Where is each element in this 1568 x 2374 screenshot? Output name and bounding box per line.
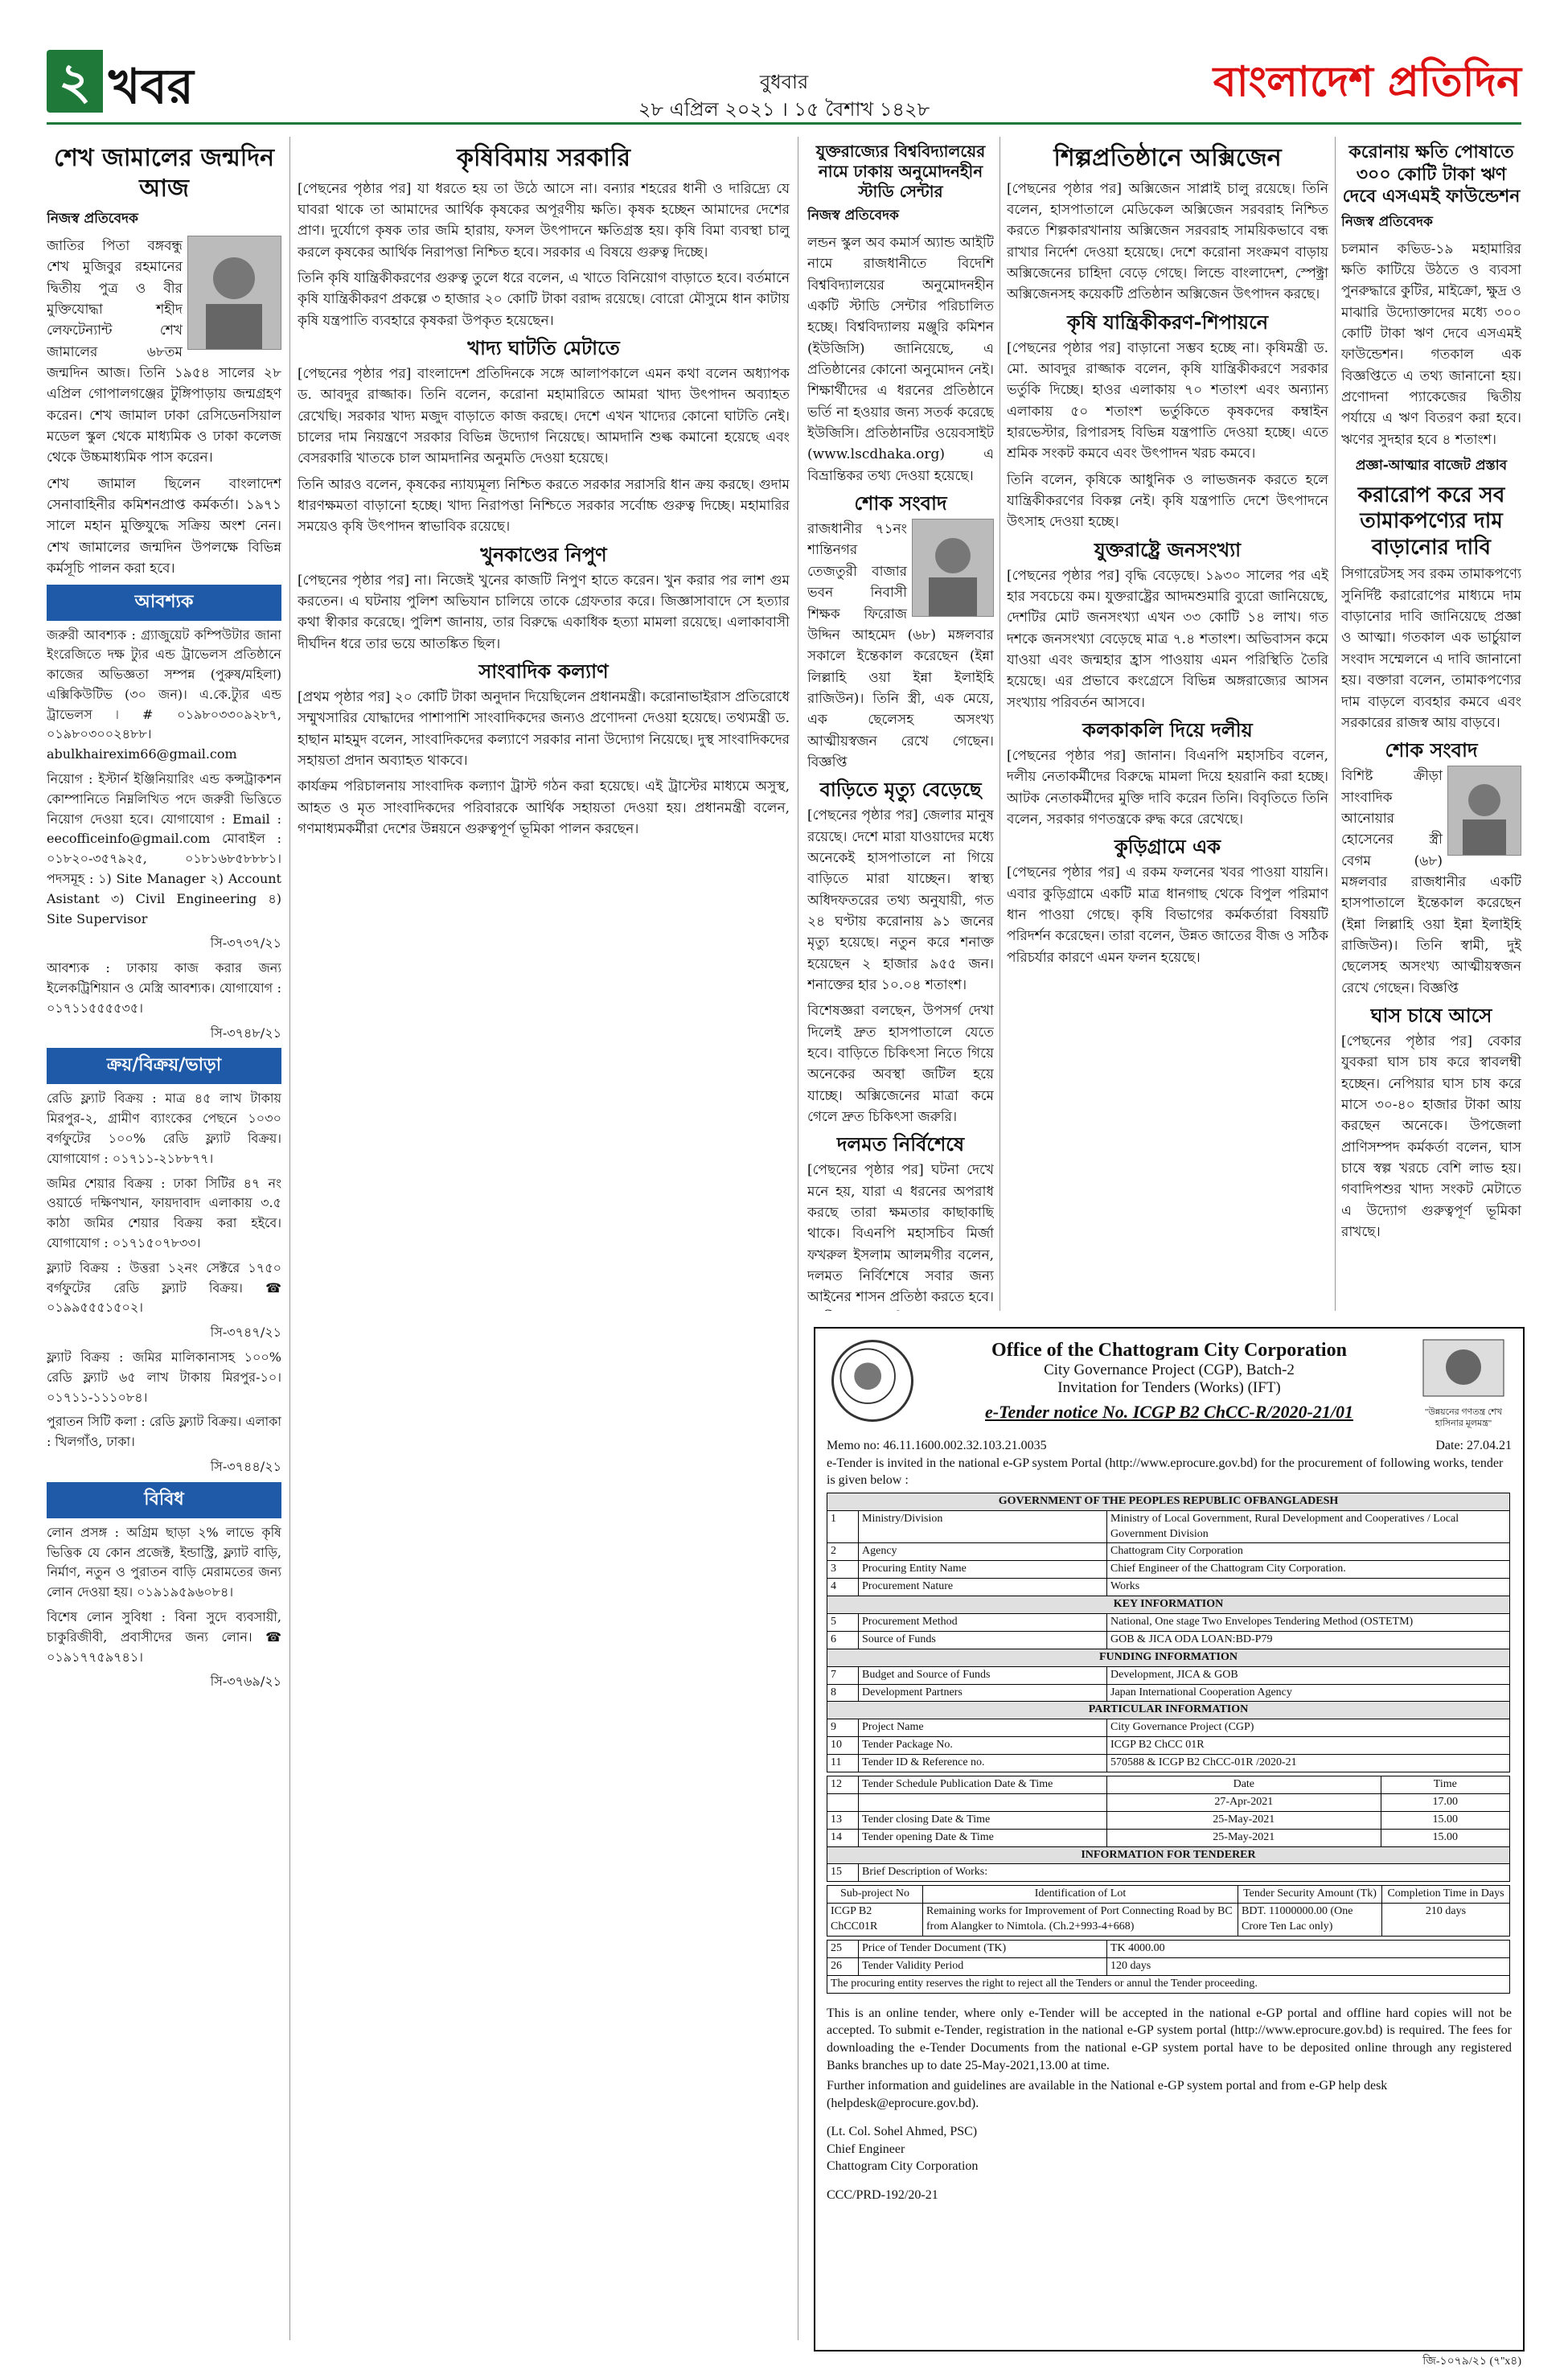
masthead-logo <box>1213 56 1521 108</box>
section-title: খবর <box>109 59 194 115</box>
table-row: 6 Source of Funds GOB & JICA ODA LOAN:BD-P79 <box>827 1631 1510 1649</box>
article-body: [পেছনের পৃষ্ঠার পর] ঘটনা দেখে মনে হয়, যারা এ ধরনের অপরাধ করছে তারা ক্ষমতার কাছাকাছি থাকে। বিএনপি মহাসচিব মির্জা ফখরুল ইসলাম আলমগীর বলেন, দলমত নির্বিশেষে সবার জন্য আইনের শাসন প্রতিষ্ঠা করতে হবে। <box>807 1162 994 1306</box>
ad-ref: সি-৩৭৪৪/২১ <box>210 1458 281 1474</box>
byline: নিজস্ব প্রতিবেদক <box>47 211 138 227</box>
page-header <box>0 0 1568 137</box>
table-row: 3 Procuring Entity Name Chief Engineer of the Chattogram City Corporation. <box>827 1561 1510 1579</box>
tender-date: Date: 27.04.21 <box>1435 1439 1512 1452</box>
classified-ad: রেডি ফ্ল্যাট বিক্রয় : মাত্র ৪৫ লাখ টাকায় মিরপুর-২, গ্রামীণ ব্যাংকের পেছনে ১০৩০ বর্গফুটের ১০০% রেডি ফ্ল্যাট বিক্রয়। যোগাযোগ : ০১৭১১-২১৮৮৭৭। <box>47 1090 281 1166</box>
classified-ad: বিশেষ লোন সুবিধা : বিনা সুদে ব্যবসায়ী, চাকুরিজীবী, প্রবাসীদের জন্য লোন। ☎ ০১৯১৭৭৫৯৭৪১। <box>47 1608 281 1665</box>
column-1 <box>47 137 281 2340</box>
weekday: বুধবার <box>759 71 809 93</box>
article-body: [পেছনের পৃষ্ঠার পর] জানান। বিএনপি মহাসচিব বলেন, দলীয় নেতাকর্মীদের বিরুদ্ধে মামলা দিয়ে হয়রানি করা হচ্ছে। আটক নেতাকর্মীদের মুক্তি দাবি করেন তিনি। বিবৃতিতে তিনি বলেন, সরকার গণতন্ত্রকে রুদ্ধ করে রেখেছে। <box>1007 748 1328 828</box>
article-body: রাজধানীর ৭১নং শান্তিনগর তেজতুরী বাজার ভবন নিবাসী শিক্ষক ফিরোজ উদ্দিন আহমেদ (৬৮) মঙ্গলবার সকালে ইন্তেকাল করেছেন (ইন্না লিল্লাহি ওয়া ইন্না ইলাইহি রাজিউন)। তিনি স্ত্রী, এক মেয়ে, এক ছেলেসহ অসংখ্য আত্মীয়স্বজন রেখে গেছেন। বিজ্ঞপ্তি <box>807 521 994 770</box>
ccc-reference: CCC/PRD-192/20-21 <box>827 2188 938 2203</box>
tender-subtitle: Invitation for Tenders (Works) (IFT) <box>1057 1379 1281 1396</box>
obituary-photo <box>912 519 994 617</box>
byline: নিজস্ব প্রতিবেদক <box>807 207 899 224</box>
further-info: Further information and guidelines are available in the National e-GP system portal and from e-GP help desk (helpdesk@eprocure.gov.bd). <box>827 2079 1388 2110</box>
article-body: বিশিষ্ট ক্রীড়া সাংবাদিক আনোয়ার হোসেনের স্ত্রী বেগম (৬৮) মঙ্গলবার রাজধানীর একটি হাসপাতালে ইন্তেকাল করেছেন (ইন্না লিল্লাহি ওয়া ইন্না ইলাইহি রাজিউন)। তিনি স্বামী, দুই ছেলেসহ অসংখ্য আত্মীয়স্বজন রেখে গেছেন। বিজ্ঞপ্তি <box>1341 768 1521 996</box>
table-row: 12 Tender Schedule Publication Date & Time Date Time <box>827 1776 1510 1794</box>
table-row: ICGP B2 ChCC01R Remaining works for Improvement of Port Connecting Road by BC from Alangker to Nimtola. (Ch.2+993-4+668) BDT. 11000000.00 (One Crore Ten Lac only) 210 days <box>827 1904 1510 1937</box>
table-row: 1 Ministry/Division Ministry of Local Government, Rural Development and Cooperatives / Local Government Division <box>827 1510 1510 1543</box>
online-notice: This is an online tender, where only e-Tender will be accepted in the national e-GP portal and offline hard copies will not be accepted. To submit e-Tender, registration in the national e-GP system portal (http://www.eprocure.gov.bd) is required. The fees for downloading the e-Tender Documents from the national e-GP system portal have to be deposited online through any registered Banks branches up to date 25-May-2021,13.00 at time. <box>827 2006 1512 2072</box>
article-body: কার্যক্রম পরিচালনায় সাংবাদিক কল্যাণ ট্রাস্ট গঠন করা হয়েছে। এই ট্রাস্টের মাধ্যমে অসুস্থ, আহত ও মৃত সাংবাদিকদের পরিবারকে আর্থিক সহায়তা দেওয়া হয়। প্রধানমন্ত্রী বলেন, গণমাধ্যমকর্মীরা দেশের উন্নয়নে গুরুত্বপূর্ণ ভূমিকা পালন করছেন। <box>298 778 790 838</box>
tender-table <box>827 1940 1510 1994</box>
table-row: 25 Price of Tender Document (TK) TK 4000.00 <box>827 1941 1510 1958</box>
article-body: [পেছনের পৃষ্ঠার পর] যা ধরতে হয় তা উঠে আসে না। বন্যার শহরের ধানী ও দারিদ্র্যে যে ঘাবরা থাকে তা আমাদের আর্থিক কৃষকের অপূরণীয় ক্ষতি। কৃষক হচ্ছেন আমাদের দেশের প্রাণ। দুর্যোগে কৃষক তার জমি হারায়, ফসল উৎপাদনে ক্ষতিগ্রস্ত হয়। কৃষি বিমা ব্যবস্থা চালু করলে কৃষকের আর্থিক নিরাপত্তা নিশ্চিত হবে। সরকার এ বিষয়ে গুরুত্ব দিচ্ছে। <box>298 180 790 261</box>
tender-table <box>827 1493 1510 1772</box>
headline: যুক্তরাজ্যের বিশ্ববিদ্যালয়ের নামে ঢাকায় অনুমোদনহীন স্টাডি সেন্টার <box>815 142 986 201</box>
headline: ঘাস চাষে আসে <box>1370 1004 1492 1027</box>
tender-title: Office of the Chattogram City Corporation <box>991 1340 1347 1361</box>
tender-subtitle: City Governance Project (CGP), Batch-2 <box>1044 1362 1295 1378</box>
table-section: INFORMATION FOR TENDERER <box>827 1846 1510 1864</box>
headline: যুক্তরাষ্ট্রে জনসংখ্যা <box>1094 538 1242 561</box>
classified-ad: ফ্ল্যাট বিক্রয় : জমির মালিকানাসহ ১০০% রেডি ফ্ল্যাট ৬৫ লাখ টাকায় মিরপুর-১০। ০১৭১১-১১১০৮৪। <box>47 1349 281 1405</box>
article-body: [পেছনের পৃষ্ঠার পর] বৃদ্ধি বেড়েছে। ১৯৩০ সালের পর এই হার সবচেয়ে কম। যুক্তরাষ্ট্রের আদমশুমারি ব্যুরো জানিয়েছে, দেশটির মোট জনসংখ্যা এখন ৩৩ কোটি ১৪ লাখ। গত দশকে জনসংখ্যা বেড়েছে মাত্র ৭.৪ শতাংশ। অভিবাসন কমে যাওয়া এবং জন্মহার হ্রাস পাওয়ায় এমন পরিস্থিতি তৈরি হয়েছে। এর প্রভাবে কংগ্রেসে বিভিন্ন অঙ্গরাজ্যের আসন সংখ্যায় পরিবর্তন আসবে। <box>1007 567 1328 711</box>
article-body: [পেছনের পৃষ্ঠার পর] জেলার মানুষ রয়েছে। দেশে মারা যাওয়াদের মধ্যে অনেকেই হাসপাতালে না গিয়ে বাড়িতে মারা যাচ্ছেন। স্বাস্থ্য অধিদফতরের তথ্য অনুযায়ী, গত ২৪ ঘণ্টায় করোনায় ৯১ জনের মৃত্যু হয়েছে। নতুন করে শনাক্ত হয়েছেন ২ হাজার ৯৫৫ জন। শনাক্তের হার ১০.০৪ শতাংশ। <box>807 807 994 993</box>
table-row: 2 Agency Chattogram City Corporation <box>827 1543 1510 1561</box>
headline: করারোপ করে সব তামাকপণ্যের দাম বাড়ানোর দাবি <box>1357 483 1505 560</box>
classified-heading: আবশ্যক <box>47 585 281 621</box>
classified-ad: জরুরী আবশ্যক : গ্র্যাজুয়েট কম্পিউটার জানা ইংরেজিতে দক্ষ ট্যুর এন্ড ট্রাভেলস প্রতিষ্ঠানে কাজের অভিজ্ঞতা সম্পন্ন (পুরুষ/মহিলা) এক্সিকিউটিভ (৩০ জন)। এ.কে.ট্যুর এন্ড ট্রাভেলস ৷ # ০১৯৮০৩৩০৯২৮৭, ০১৯৮০৩০০২৪৮৮। abulkhairexim66@gmail.com <box>47 626 281 762</box>
classified-heading: বিবিধ <box>47 1482 281 1518</box>
issue-date: ২৮ এপ্রিল ২০২১ । ১৫ বৈশাখ ১৪২৮ <box>638 98 930 121</box>
ad-ref: সি-৩৭৪৭/২১ <box>210 1325 281 1341</box>
table-section: GOVERNMENT OF THE PEOPLES REPUBLIC OFBANGLADESH <box>827 1493 1510 1510</box>
article-body: শেখ জামাল ছিলেন বাংলাদেশ সেনাবাহিনীর কমিশনপ্রাপ্ত কর্মকর্তা। ১৯৭১ সালে মহান মুক্তিযুদ্ধে সক্রিয় অংশ নেন। শেখ জামালের জন্মদিন উপলক্ষে বিভিন্ন কর্মসূচি পালন করা হবে। <box>47 475 281 577</box>
headline: খাদ্য ঘাটতি মেটাতে <box>467 336 620 359</box>
classified-ad: পুরাতন সিটি কলা : রেডি ফ্ল্যাট বিক্রয়। এলাকা : খিলগাঁও, ঢাকা। <box>47 1414 281 1450</box>
headline: খুনকাণ্ডের নিপুণ <box>480 543 607 566</box>
classified-ad: লোন প্রসঙ্গ : অগ্রিম ছাড়া ২% লাভে কৃষি ভিত্তিক যে কোন প্রজেক্ট, ইন্ডাস্ট্রি, ফ্ল্যাট বাড়ি, নির্মাণ, নতুন ও পুরাতন বাড়ি মেরামতের জন্য লোন দেওয়া হয়। ০১৯১৯৫৯৬০৮৪। <box>47 1524 281 1600</box>
article-body: তিনি বলেন, কৃষিকে আধুনিক ও লাভজনক করতে হলে যান্ত্রিকীকরণের বিকল্প নেই। কৃষি যন্ত্রপাতি দেশে উৎপাদনে উৎসাহ দেওয়া হচ্ছে। <box>1007 471 1328 531</box>
tender-intro: e-Tender is invited in the national e-GP system Portal (http://www.eprocure.gov.bd) for the procurement of following works, tender is given below : <box>827 1456 1504 1488</box>
table-header-row: Sub-project No Identification of Lot Tender Security Amount (Tk) Completion Time in Days <box>827 1886 1510 1904</box>
article-body: [পেছনের পৃষ্ঠার পর] না। নিজেই খুনের কাজটি নিপুণ হাতে করেন। খুন করার পর লাশ গুম করতেন। এ ঘটনায় পুলিশ অভিযান চালিয়ে তাকে গ্রেফতার করে। জিজ্ঞাসাবাদে সে হত্যার কথা স্বীকার করেছে। পুলিশ জানায়, তার বিরুদ্ধে একাধিক হত্যা মামলা রয়েছে। এলাকাবাসী দীর্ঘদিন ধরে তার ভয়ে আতঙ্কিত ছিল। <box>298 572 790 652</box>
column-3 <box>807 137 994 1311</box>
mujib-caption: "উন্নয়নের গণতন্ত্র শেখ হাসিনার মূলমন্ত্র" <box>1424 1407 1503 1429</box>
table-row: 11 Tender ID & Reference no. 570588 & ICGP B2 ChCC-01R /2020-21 <box>827 1755 1510 1772</box>
tender-advertisement <box>814 1327 1525 2351</box>
ad-ref: সি-৩৭৬৯/২১ <box>210 1674 281 1690</box>
article-body: চলমান কভিড-১৯ মহামারির ক্ষতি কাটিয়ে উঠতে ও ব্যবসা পুনরুদ্ধারে কুটির, মাইক্রো, ক্ষুদ্র ও মাঝারি উদ্যোক্তাদের মধ্যে ৩০০ কোটি টাকা ঋণ দেবে এসএমই ফাউন্ডেশন। গতকাল এক বিজ্ঞপ্তিতে এ তথ্য জানানো হয়। প্রণোদনা প্যাকেজের দ্বিতীয় পর্যায়ে এ ঋণ বিতরণ করা হবে। ঋণের সুদহার হবে ৪ শতাংশ। <box>1341 240 1521 448</box>
classified-ad: ফ্ল্যাট বিক্রয় : উত্তরা ১২নং সেক্টরে ১৭৫০ বর্গফুটের রেডি ফ্ল্যাট বিক্রয়। ☎ ০১৯৯৫৫৫১৫০২। <box>47 1259 281 1316</box>
classified-ad: নিয়োগ : ইস্টার্ন ইঞ্জিনিয়ারিং এন্ড কন্সট্রাকশন কোম্পানিতে নিম্নলিখিত পদে জরুরী ভিত্তিতে নিয়োগ দেওয়া হবে। যোগাযোগ : Email : eecofficeinfo@gmail.com মোবাইল : ০১৮২০-৩৫৭৯২৫, ০১৮১৬৮৫৮৮৮১। পদসমূহ : ১) Site Manager ২) Account Asistant ৩) Civil Engineering ৪) Site Supervisor <box>47 771 281 926</box>
table-row: 14 Tender opening Date & Time 25-May-2021 15.00 <box>827 1829 1510 1846</box>
mujib-year-logo <box>1415 1337 1512 1429</box>
table-row: 10 Tender Package No. ICGP B2 ChCC 01R <box>827 1737 1510 1755</box>
obituary-photo <box>1447 766 1521 856</box>
article-body: লন্ডন স্কুল অব কমার্স অ্যান্ড আইটি নামে রাজধানীতে বিদেশি বিশ্ববিদ্যালয়ের অনুমোদনহীন একটি স্টাডি সেন্টার পরিচালিত হচ্ছে। বিশ্ববিদ্যালয় মঞ্জুরি কমিশন (ইউজিসি) জানিয়েছে, এ প্রতিষ্ঠানের কোনো অনুমোদন নেই। শিক্ষার্থীদের এ ধরনের প্রতিষ্ঠানে ভর্তি না হওয়ার জন্য সতর্ক করেছে ইউজিসি। প্রতিষ্ঠানটির ওয়েবসাইট (www.lscdhaka.org) এ বিভ্রান্তিকর তথ্য দেওয়া হয়েছে। <box>807 235 994 484</box>
table-row: 7 Budget and Source of Funds Development, JICA & GOB <box>827 1666 1510 1684</box>
column-divider <box>289 137 290 2340</box>
tender-notice-number: e-Tender notice No. ICGP B2 ChCC-R/2020-21/01 <box>985 1402 1353 1422</box>
header-rule <box>47 122 1521 125</box>
reserve-right: The procuring entity reserves the right to reject all the Tenders or annul the Tender proceeding. <box>827 1975 1510 1993</box>
signatory-office: Chattogram City Corporation <box>827 2159 979 2174</box>
memo-number: Memo no: 46.11.1600.002.32.103.21.0035 <box>827 1439 1047 1452</box>
article-body: [প্রথম পৃষ্ঠার পর] ২০ কোটি টাকা অনুদান দিয়েছিলেন প্রধানমন্ত্রী। করোনাভাইরাস প্রতিরোধে সম্মুখসারির যোদ্ধাদের পাশাপাশি সাংবাদিকদের জন্যও প্রণোদনা দেওয়া হয়েছে। তথ্যমন্ত্রী ড. হাছান মাহমুদ বলেন, সাংবাদিকদের কল্যাণে সরকার নানা উদ্যোগ নিয়েছে। দুস্থ সাংবাদিকদের সহায়তা প্রদান অব্যাহত থাকবে। <box>298 689 790 770</box>
headline: করোনায় ক্ষতি পোষাতে ৩০০ কোটি টাকা ঋণ দেবে এসএমই ফাউন্ডেশন <box>1342 142 1521 207</box>
headline: কলকাকলি দিয়ে দলীয় <box>1082 719 1253 742</box>
headline: দলমত নির্বিশেষে <box>836 1133 965 1156</box>
classified-ad: জমির শেয়ার বিক্রয় : ঢাকা সিটির ৪৭ নং ওয়ার্ডে দক্ষিণখান, ফায়দাবাদ এলাকায় ৩.৫ কাঠা জমির শেয়ার বিক্রয় করা হইবে। যোগাযোগ : ০১৭১৫০৭৮৩৩। <box>47 1175 281 1251</box>
table-section: KEY INFORMATION <box>827 1596 1510 1614</box>
brief-description: Brief Description of Works: <box>859 1864 1510 1882</box>
column-2 <box>298 137 790 2340</box>
headline: কৃষি যান্ত্রিকীকরণ-শিপায়নে <box>1066 310 1269 334</box>
portrait-photo <box>187 236 281 350</box>
column-divider <box>999 137 1000 1311</box>
column-5 <box>1341 137 1521 1311</box>
article-body: [পেছনের পৃষ্ঠার পর] এ রকম ফলনের খবর পাওয়া যায়নি। এবার কুড়িগ্রামে একটি মাত্র ধানগাছ থেকে বিপুল পরিমাণ ধান পাওয়া গেছে। কৃষি বিভাগের কর্মকর্তারা বিষয়টি পরিদর্শন করেছেন। তারা বলেন, উন্নত জাতের বীজ ও সঠিক পরিচর্যার কারণে এমন ফলন হয়েছে। <box>1007 865 1328 966</box>
headline: কৃষিবিমায় সরকারি <box>457 144 630 172</box>
ad-ref: সি-৩৭৪৮/২১ <box>210 1025 281 1041</box>
article-body: তিনি আরও বলেন, কৃষকের ন্যায্যমূল্য নিশ্চিত করতে সরকার সরাসরি ধান ক্রয় করছে। গুদাম ধারণক্ষমতা বাড়ানো হচ্ছে। খাদ্য নিরাপত্তা নিশ্চিতে সরকার সর্বোচ্চ গুরুত্ব দিচ্ছে। মহামারির সময়েও কৃষি উৎপাদন স্বাভাবিক রয়েছে। <box>298 476 790 536</box>
column-4 <box>1007 137 1328 1311</box>
article-body: [পেছনের পৃষ্ঠার পর] অক্সিজেন সাপ্লাই চালু রয়েছে। তিনি বলেন, হাসপাতালে মেডিকেল অক্সিজেন সরবরাহ নিশ্চিত করতে শিল্পকারখানায় অক্সিজেন সরবরাহ সাময়িকভাবে বন্ধ রাখার নির্দেশ দেওয়া হয়েছে। দেশে করোনা সংক্রমণ বাড়ায় অক্সিজেনের চাহিদা বেড়ে গেছে। লিন্ডে বাংলাদেশ, স্পেক্ট্রা অক্সিজেনসহ কয়েকটি প্রতিষ্ঠান অক্সিজেন উৎপাদন করছে। <box>1007 180 1328 303</box>
article-body: [পেছনের পৃষ্ঠার পর] বাড়ানো সম্ভব হচ্ছে না। কৃষিমন্ত্রী ড. মো. আবদুর রাজ্জাক বলেন, কৃষি যান্ত্রিকীকরণে সরকার ভর্তুকি দিচ্ছে। হাওর এলাকায় ৭০ শতাংশ এবং অন্যান্য এলাকায় ৫০ শতাংশ ভর্তুকিতে কৃষকদের কম্বাইন হারভেস্টার, রিপারসহ বিভিন্ন যন্ত্রপাতি দেওয়া হচ্ছে। এতে শ্রমিক সংকট কমবে এবং উৎপাদন খরচ কমবে। <box>1007 339 1328 462</box>
table-row: 27-Apr-2021 17.00 <box>827 1793 1510 1811</box>
headline: কুড়িগ্রামে এক <box>1114 836 1221 859</box>
classified-heading: ক্রয়/বিক্রয়/ভাড়া <box>47 1048 281 1084</box>
column-divider <box>1335 137 1336 1311</box>
table-row: 8 Development Partners Japan International Cooperation Agency <box>827 1684 1510 1702</box>
signatory-title: Chief Engineer <box>827 2142 905 2156</box>
table-section: PARTICULAR INFORMATION <box>827 1702 1510 1719</box>
kicker: প্রজ্ঞা-আত্মার বাজেট প্রস্তাব <box>1355 457 1508 474</box>
table-row: 5 Procurement Method National, One stage Two Envelopes Tendering Method (OSTETM) <box>827 1614 1510 1632</box>
headline: শোক সংবাদ <box>854 492 947 515</box>
city-corporation-seal <box>831 1340 913 1422</box>
article-body: বিশেষজ্ঞরা বলছেন, উপসর্গ দেখা দিলেই দ্রুত হাসপাতালে যেতে হবে। বাড়িতে চিকিৎসা নিতে গিয়ে অনেকের অবস্থা জটিল হয়ে যাচ্ছে। অক্সিজেনের মাত্রা কমে গেলে দ্রুত চিকিৎসা জরুরি। <box>807 1003 994 1126</box>
table-row: 13 Tender closing Date & Time 25-May-2021 15.00 <box>827 1811 1510 1829</box>
ad-reference: জি-১০৭৯/২১ (৭''x৪) <box>1422 2356 1521 2368</box>
ad-ref: সি-৩৭৩৭/২১ <box>210 935 281 951</box>
headline: শিল্পপ্রতিষ্ঠানে অক্সিজেন <box>1053 144 1282 172</box>
signatory-name: (Lt. Col. Sohel Ahmed, PSC) <box>827 2125 978 2139</box>
classified-ad: আবশ্যক : ঢাকায় কাজ করার জন্য ইলেকট্রিশিয়ান ও মেস্ত্রি আবশ্যক। যোগাযোগ : ০১৭১১৫৫৫৫৩৫। <box>47 960 281 1016</box>
schedule-table: 12 Tender Schedule Publication Date & Time Date Time 27-Apr-2021 17.00 13 Tender closing Date & Time 25-May-2021 15.00 14 Tender opening Date & Time 25-May-2021 15.00 INFORMATION FOR TENDERER 15 Brief Description of Works: <box>827 1776 1510 1882</box>
headline: বাড়িতে মৃত্যু বেড়েছে <box>819 778 982 802</box>
byline: নিজস্ব প্রতিবেদক <box>1341 213 1433 230</box>
article-body: [পেছনের পৃষ্ঠার পর] বেকার যুবকরা ঘাস চাষ করে স্বাবলম্বী হচ্ছেন। নেপিয়ার ঘাস চাষ করে মাসে ৩০-৪০ হাজার টাকা আয় করছেন অনেকে। উপজেলা প্রাণিসম্পদ কর্মকর্তা বলেন, ঘাস চাষে স্বল্প খরচে বেশি লাভ হয়। গবাদিপশুর খাদ্য সংকট মেটাতে এ উদ্যোগ গুরুত্বপূর্ণ ভূমিকা রাখছে। <box>1341 1033 1521 1241</box>
article-body: [পেছনের পৃষ্ঠার পর] বাংলাদেশ প্রতিদিনকে সঙ্গে আলাপকালে এমন কথা বলেন অধ্যাপক ড. আবদুর রাজ্জাক। তিনি বলেন, করোনা মহামারিতে আমরা খাদ্য উৎপাদন অব্যাহত রেখেছি। সরকার খাদ্য মজুদ বাড়াতে কাজ করছে। দেশে এখন খাদ্যের কোনো ঘাটতি নেই। চালের দাম নিয়ন্ত্রণে সরকার বিভিন্ন উদ্যোগ নিয়েছে। আমদানি শুল্ক কমানো হয়েছে এবং বেসরকারি খাতকে চাল আমদানির অনুমতি দেওয়া হয়েছে। <box>298 365 790 467</box>
headline: সাংবাদিক কল্যাণ <box>478 660 609 684</box>
article-body: জাতির পিতা বঙ্গবন্ধু শেখ মুজিবুর রহমানের দ্বিতীয় পুত্র ও বীর মুক্তিযোদ্ধা শহীদ লেফটেন্যান্ট শেখ জামালের ৬৮তম জন্মদিন আজ। তিনি ১৯৫৪ সালের ২৮ এপ্রিল গোপালগঞ্জের টুঙ্গিপাড়ায় জন্মগ্রহণ করেন। শেখ জামাল ঢাকা রেসিডেনসিয়াল মডেল স্কুল থেকে মাধ্যমিক ও ঢাকা কলেজ থেকে উচ্চমাধ্যমিক পাস করেন। <box>47 238 281 466</box>
table-row: 26 Tender Validity Period 120 days <box>827 1957 1510 1975</box>
lot-table <box>827 1885 1510 1937</box>
headline: শোক সংবাদ <box>1385 739 1478 762</box>
article-body: সিগারেটসহ সব রকম তামাকপণ্যে সুনির্দিষ্ট করারোপের মাধ্যমে দাম বাড়ানোর দাবি জানিয়েছে প্রজ্ঞা ও আত্মা। গতকাল এক ভার্চুয়াল সংবাদ সম্মেলনে এ দাবি জানানো হয়। বক্তারা বলেন, তামাকপণ্যের দাম বাড়লে ব্যবহার কমবে এবং সরকারের রাজস্ব আয় বাড়বে। <box>1341 566 1521 731</box>
headline-sheikh-jamal: শেখ জামালের জন্মদিন আজ <box>53 144 275 203</box>
table-row: 4 Procurement Nature Works <box>827 1579 1510 1596</box>
newspaper-name: বাংলাদেশ প্রতিদিন <box>1213 58 1521 106</box>
page-number: ২ <box>47 50 103 113</box>
table-section: FUNDING INFORMATION <box>827 1649 1510 1666</box>
article-body: তিনি কৃষি যান্ত্রিকীকরণের গুরুত্ব তুলে ধরে বলেন, এ খাতে বিনিয়োগ বাড়াতে হবে। বর্তমানে কৃষি যান্ত্রিকীকরণ প্রকল্পে ৩ হাজার ২০ কোটি টাকা বরাদ্দ রয়েছে। বোরো মৌসুমে ধান কাটায় কৃষি যন্ত্রপাতি ব্যবহারে কৃষকরা উপকৃত হয়েছেন। <box>298 269 790 329</box>
table-row: 9 Project Name City Governance Project (CGP) <box>827 1719 1510 1737</box>
